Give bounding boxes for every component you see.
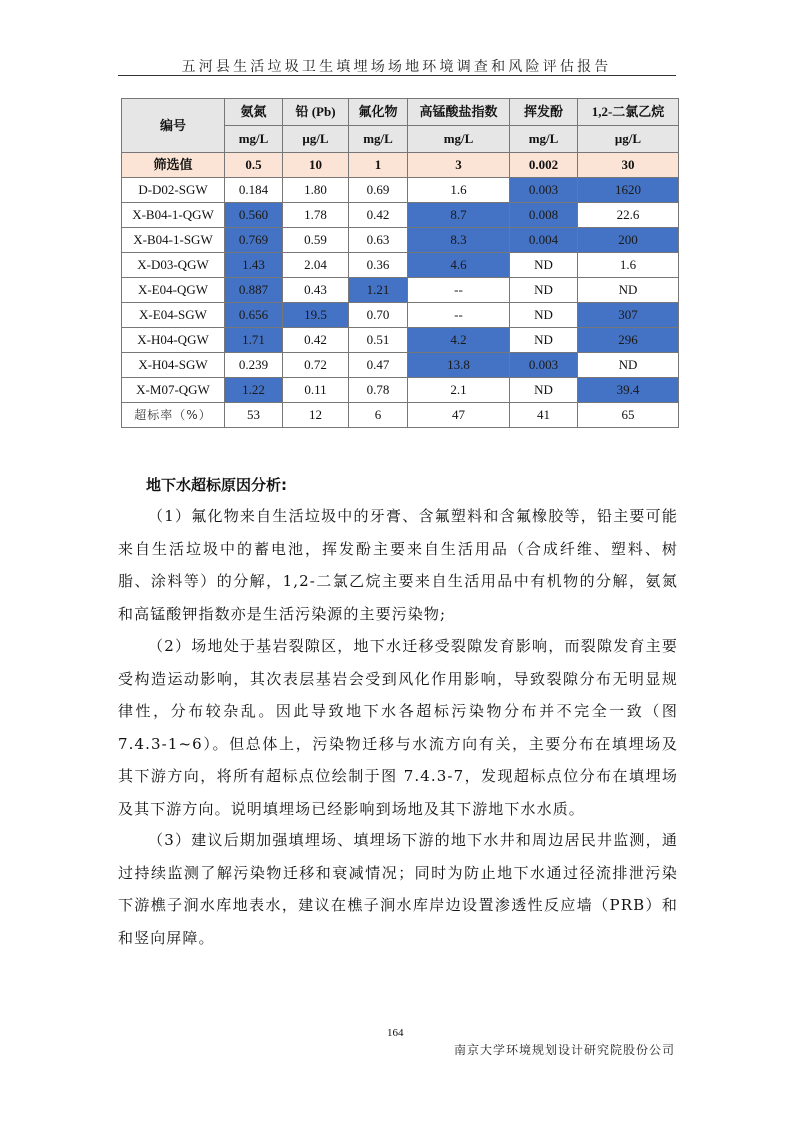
column-unit: mg/L: [510, 126, 578, 153]
column-unit: mg/L: [408, 126, 510, 153]
screening-value: 30: [578, 153, 679, 178]
column-header: 挥发酚: [510, 99, 578, 126]
exceeding-value-cell: 8.3: [408, 228, 510, 253]
screening-value: 0.5: [225, 153, 283, 178]
column-unit: mg/L: [349, 126, 408, 153]
footer-organization: 南京大学环境规划设计研究院股份公司: [453, 1043, 675, 1057]
exceeding-value-cell: 0.003: [510, 353, 578, 378]
value-cell: 0.11: [283, 378, 349, 403]
table-row: [122, 353, 679, 378]
exceeding-value-cell: 0.887: [225, 278, 283, 303]
value-cell: ND: [578, 278, 679, 303]
value-cell: 0.59: [283, 228, 349, 253]
column-header: 1,2-二氯乙烷: [578, 99, 679, 126]
value-cell: 0.184: [225, 178, 283, 203]
value-cell: ND: [510, 303, 578, 328]
value-cell: 0.63: [349, 228, 408, 253]
value-cell: 1.6: [578, 253, 679, 278]
value-cell: ND: [510, 253, 578, 278]
column-header: 铅 (Pb): [283, 99, 349, 126]
exceeding-value-cell: 0.656: [225, 303, 283, 328]
screening-value-row: [122, 153, 679, 178]
value-cell: 1.78: [283, 203, 349, 228]
sample-id: X-B04-1-QGW: [122, 203, 225, 228]
value-cell: 0.78: [349, 378, 408, 403]
exceeding-value-cell: 307: [578, 303, 679, 328]
exceedance-rate-label: 超标率（%）: [122, 403, 225, 428]
exceedance-rate-row: [122, 403, 679, 428]
exceeding-value-cell: 0.560: [225, 203, 283, 228]
sample-id: X-D03-QGW: [122, 253, 225, 278]
exceeding-value-cell: 1.21: [349, 278, 408, 303]
value-cell: 2.1: [408, 378, 510, 403]
sample-id: X-E04-QGW: [122, 278, 225, 303]
value-cell: 0.70: [349, 303, 408, 328]
analysis-paragraph-2: （2）场地处于基岩裂隙区，地下水迁移受裂隙发育影响，而裂隙发育主要受构造运动影响，其次表层基岩会受到风化作用影响，导致裂隙分布无明显规律性，分布较杂乱。因此导致地下水各超标污染物分布并不完全一致（图 7.4.3-1~6）。但总体上，污染物迁移与水流方向有关，主要分布在填埋场及其下游方向，将所有超标点位绘制于图 7.4.3-7，发现超标点位分布在填埋场及其下游方向。说明填埋场已经影响到场地及其下游地下水水质。: [118, 637, 678, 818]
table-header-row: [122, 99, 679, 126]
column-unit: μg/L: [283, 126, 349, 153]
analysis-paragraph-1: （1）氟化物来自生活垃圾中的牙膏、含氟塑料和含氟橡胶等，铅主要可能来自生活垃圾中的蓄电池，挥发酚主要来自生活用品（合成纤维、塑料、树脂、涂料等）的分解，1,2-二氯乙烷主要来自生活用品中有机物的分解，氨氮和高锰酸钾指数亦是生活污染源的主要污染物;: [118, 507, 678, 623]
exceeding-value-cell: 8.7: [408, 203, 510, 228]
groundwater-results-table: [121, 98, 679, 428]
exceeding-value-cell: 1.71: [225, 328, 283, 353]
exceedance-rate-value: 6: [349, 403, 408, 428]
value-cell: 0.239: [225, 353, 283, 378]
exceeding-value-cell: 13.8: [408, 353, 510, 378]
table-row: [122, 228, 679, 253]
column-unit: mg/L: [225, 126, 283, 153]
screening-label: 筛选值: [122, 153, 225, 178]
screening-value: 3: [408, 153, 510, 178]
exceeding-value-cell: 0.769: [225, 228, 283, 253]
value-cell: 2.04: [283, 253, 349, 278]
id-column-header: 编号: [122, 99, 225, 153]
value-cell: 1.80: [283, 178, 349, 203]
column-header: 高锰酸盐指数: [408, 99, 510, 126]
exceedance-rate-value: 53: [225, 403, 283, 428]
value-cell: ND: [510, 328, 578, 353]
value-cell: 0.43: [283, 278, 349, 303]
exceeding-value-cell: 0.008: [510, 203, 578, 228]
exceedance-rate-value: 47: [408, 403, 510, 428]
value-cell: 0.42: [349, 203, 408, 228]
table-row: [122, 303, 679, 328]
header-rule: [118, 75, 676, 76]
sample-id: X-B04-1-SGW: [122, 228, 225, 253]
value-cell: 0.72: [283, 353, 349, 378]
table-row: [122, 378, 679, 403]
column-header: 氟化物: [349, 99, 408, 126]
section-heading: 地下水超标原因分析:: [146, 476, 287, 494]
page-number: 164: [387, 1027, 404, 1039]
table-row: [122, 178, 679, 203]
exceeding-value-cell: 200: [578, 228, 679, 253]
value-cell: 0.51: [349, 328, 408, 353]
value-cell: --: [408, 278, 510, 303]
exceeding-value-cell: 4.2: [408, 328, 510, 353]
value-cell: ND: [510, 278, 578, 303]
screening-value: 10: [283, 153, 349, 178]
value-cell: 1.6: [408, 178, 510, 203]
screening-value: 0.002: [510, 153, 578, 178]
table-row: [122, 253, 679, 278]
value-cell: 0.47: [349, 353, 408, 378]
value-cell: 0.36: [349, 253, 408, 278]
table-row: [122, 203, 679, 228]
value-cell: ND: [510, 378, 578, 403]
exceeding-value-cell: 0.003: [510, 178, 578, 203]
value-cell: --: [408, 303, 510, 328]
column-unit: μg/L: [578, 126, 679, 153]
exceeding-value-cell: 0.004: [510, 228, 578, 253]
sample-id: X-M07-QGW: [122, 378, 225, 403]
value-cell: ND: [578, 353, 679, 378]
table-row: [122, 328, 679, 353]
column-header: 氨氮: [225, 99, 283, 126]
value-cell: 0.69: [349, 178, 408, 203]
exceedance-rate-value: 12: [283, 403, 349, 428]
exceeding-value-cell: 39.4: [578, 378, 679, 403]
exceeding-value-cell: 1620: [578, 178, 679, 203]
screening-value: 1: [349, 153, 408, 178]
exceeding-value-cell: 1.22: [225, 378, 283, 403]
value-cell: 22.6: [578, 203, 679, 228]
sample-id: X-E04-SGW: [122, 303, 225, 328]
value-cell: 0.42: [283, 328, 349, 353]
exceeding-value-cell: 19.5: [283, 303, 349, 328]
exceeding-value-cell: 1.43: [225, 253, 283, 278]
exceeding-value-cell: 4.6: [408, 253, 510, 278]
document-header-title: 五河县生活垃圾卫生填埋场场地环境调查和风险评估报告: [181, 59, 612, 75]
exceedance-rate-value: 41: [510, 403, 578, 428]
table-row: [122, 278, 679, 303]
sample-id: X-H04-QGW: [122, 328, 225, 353]
sample-id: X-H04-SGW: [122, 353, 225, 378]
exceedance-rate-value: 65: [578, 403, 679, 428]
exceeding-value-cell: 296: [578, 328, 679, 353]
analysis-paragraph-3: （3）建议后期加强填埋场、填埋场下游的地下水井和周边居民井监测，通过持续监测了解污染物迁移和衰减情况；同时为防止地下水通过径流排泄污染下游樵子涧水库地表水，建议在樵子涧水库岸边设置渗透性反应墙（PRB）和和竖向屏障。: [118, 831, 678, 947]
sample-id: D-D02-SGW: [122, 178, 225, 203]
